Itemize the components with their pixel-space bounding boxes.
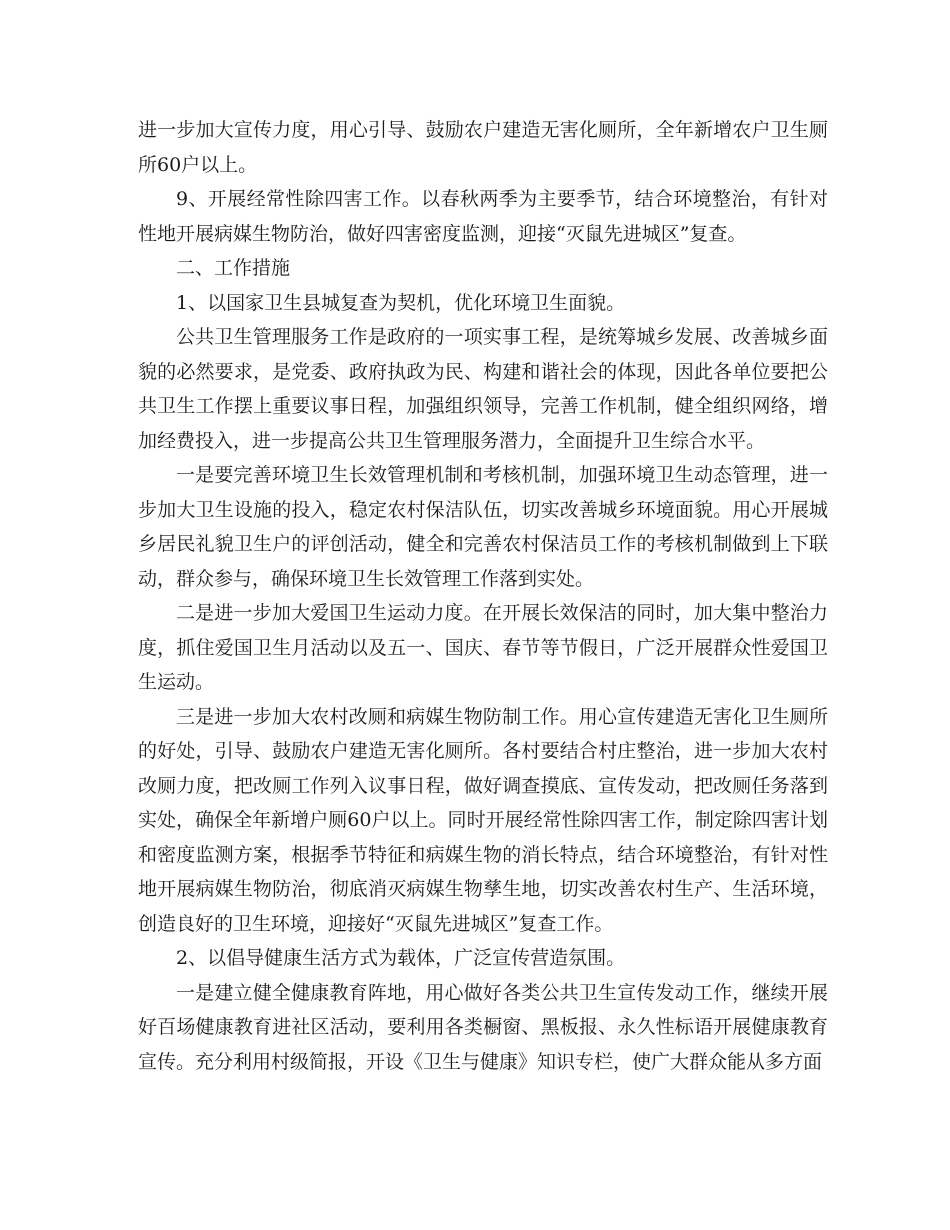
paragraph-point-three: 三是进一步加大农村改厕和病媒生物防制工作。用心宣传建造无害化卫生厕所的好处，引导、鼓励农户建造无害化厕所。各村要结合村庄整治，进一步加大农村改厕力度，把改厕工作列入议事日程，做好调查摸底、宣传发动，把改厕任务落到实处，确保全年新增户厕60户以上。同时开展经常性除四害工作，制定除四害计划和密度监测方案，根据季节特征和病媒生物的消长特点，结合环境整治，有针对性地开展病媒生物防治，彻底消灭病媒生物孳生地，切实改善农村生产、生活环境，创造良好的卫生环境，迎接好“灭鼠先进城区”复查工作。 [138, 705, 828, 935]
paragraph-continuation: 进一步加大宣传力度，用心引导、鼓励农户建造无害化厕所，全年新增农户卫生厕所60户以上。 [138, 119, 828, 176]
document-page [138, 113, 828, 1079]
paragraph-item-9: 9、开展经常性除四害工作。以春秋两季为主要季节，结合环境整治，有针对性地开展病媒生物防治，做好四害密度监测，迎接“灭鼠先进城区”复查。 [138, 188, 828, 245]
paragraph-health-education: 一是建立健全健康教育阵地，用心做好各类公共卫生宣传发动工作，继续开展好百场健康教育进社区活动，要利用各类橱窗、黑板报、永久性标语开展健康教育宣传。充分利用村级简报，开设《卫生与健康》知识专栏，使广大群众能从多方面 [138, 981, 828, 1073]
paragraph-point-one: 一是要完善环境卫生长效管理机制和考核机制，加强环境卫生动态管理，进一步加大卫生设施的投入，稳定农村保洁队伍，切实改善城乡环境面貌。用心开展城乡居民礼貌卫生户的评创活动，健全和完善农村保洁员工作的考核机制做到上下联动，群众参与，确保环境卫生长效管理工作落到实处。 [138, 464, 828, 590]
subheading-1: 1、以国家卫生县城复查为契机，优化环境卫生面貌。 [176, 291, 626, 314]
subheading-2: 2、以倡导健康生活方式为载体，广泛宣传营造氛围。 [176, 947, 626, 969]
paragraph-point-two: 二是进一步加大爱国卫生运动力度。在开展长效保洁的同时，加大集中整治力度，抓住爱国卫生月活动以及五一、国庆、春节等节假日，广泛开展群众性爱国卫生运动。 [138, 602, 828, 693]
paragraph-public-health: 公共卫生管理服务工作是政府的一项实事工程，是统筹城乡发展、改善城乡面貌的必然要求，是党委、政府执政为民、构建和谐社会的体现，因此各单位要把公共卫生工作摆上重要议事日程，加强组织领导，完善工作机制，健全组织网络，增加经费投入，进一步提高公共卫生管理服务潜力，全面提升卫生综合水平。 [138, 326, 828, 452]
section-heading-measures: 二、工作措施 [176, 257, 291, 279]
